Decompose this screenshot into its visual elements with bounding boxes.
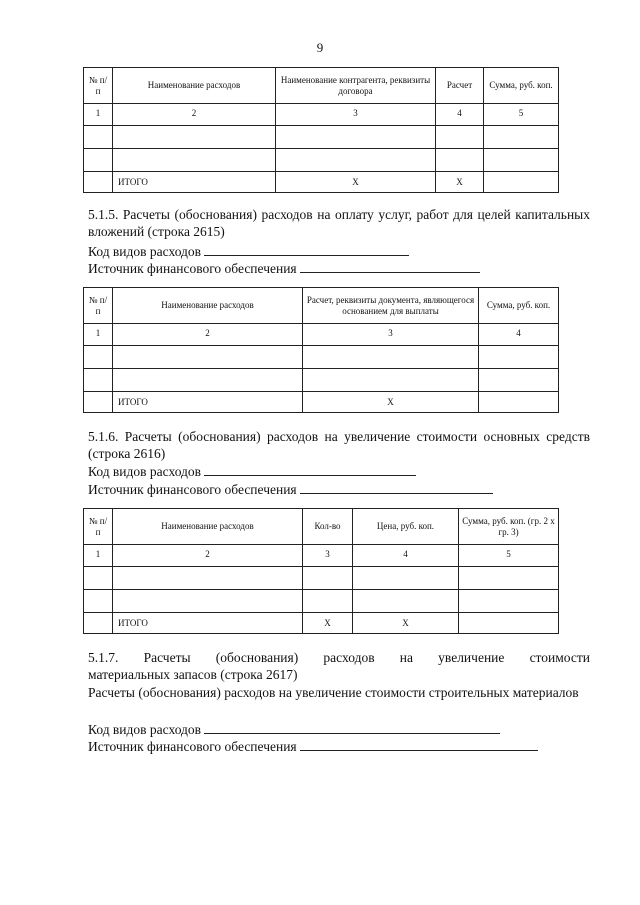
column-number: 5	[459, 545, 559, 567]
header-number: № п/п	[84, 288, 113, 324]
funding-source-label: Источник финансового обеспечения	[88, 739, 297, 754]
table-cell[interactable]	[484, 149, 559, 172]
column-number: 1	[84, 545, 113, 567]
table-cell[interactable]	[84, 346, 113, 369]
section-5-1-7-subheading: Расчеты (обоснования) расходов на увеличение стоимости строительных материалов	[88, 685, 579, 700]
section-5-1-7-heading-continued: материальных запасов (строка 2617)	[88, 667, 298, 682]
header-quantity: Кол-во	[303, 509, 353, 545]
column-number: 4	[479, 324, 559, 346]
table-cell[interactable]	[353, 567, 459, 590]
table-cell	[84, 172, 113, 193]
expenses-table-contract	[83, 67, 559, 193]
table-row	[84, 126, 559, 149]
table-row	[84, 346, 559, 369]
funding-source-label: Источник финансового обеспечения	[88, 261, 297, 276]
x-mark: Х	[353, 613, 459, 634]
funding-source-line	[88, 737, 538, 755]
section-5-1-6-heading: 5.1.6. Расчеты (обоснования) расходов на увеличение стоимости основных средств (строка 2616)	[88, 429, 590, 461]
table-cell[interactable]	[484, 126, 559, 149]
table-cell[interactable]	[303, 590, 353, 613]
x-mark: Х	[276, 172, 436, 193]
column-number: 4	[436, 104, 484, 126]
header-expense-name: Наименование расходов	[113, 509, 303, 545]
header-calculation-document: Расчет, реквизиты документа, являющегося основанием для выплаты	[303, 288, 479, 324]
table-header-row	[84, 288, 559, 324]
funding-source-label: Источник финансового обеспечения	[88, 482, 297, 497]
table-cell[interactable]	[303, 567, 353, 590]
table-cell[interactable]	[459, 590, 559, 613]
expense-code-label: Код видов расходов	[88, 244, 202, 259]
funding-source-field[interactable]	[300, 480, 493, 494]
table-row	[84, 149, 559, 172]
table-row	[84, 369, 559, 392]
table-cell[interactable]	[113, 126, 276, 149]
table-cell[interactable]	[459, 613, 559, 634]
expenses-table-capital-services	[83, 287, 559, 413]
table-header-row	[84, 68, 559, 104]
table-cell[interactable]	[84, 149, 113, 172]
header-sum: Сумма, руб. коп.	[479, 288, 559, 324]
total-row	[84, 172, 559, 193]
column-number-row	[84, 545, 559, 567]
table-cell[interactable]	[479, 392, 559, 413]
header-sum: Сумма, руб. коп.	[484, 68, 559, 104]
expense-code-field[interactable]	[204, 720, 500, 734]
funding-source-field[interactable]	[300, 259, 480, 273]
table-cell[interactable]	[113, 149, 276, 172]
column-number: 4	[353, 545, 459, 567]
section-5-1-7-heading: 5.1.7. Расчеты (обоснования) расходов на увеличение стоимости	[88, 650, 590, 665]
total-row	[84, 613, 559, 634]
table-cell[interactable]	[479, 346, 559, 369]
table-cell[interactable]	[276, 149, 436, 172]
total-row	[84, 392, 559, 413]
table-cell[interactable]	[113, 369, 303, 392]
header-counterparty: Наименование контрагента, реквизиты договора	[276, 68, 436, 104]
table-cell	[84, 613, 113, 634]
total-label: ИТОГО	[113, 392, 303, 413]
table-cell[interactable]	[84, 369, 113, 392]
column-number-row	[84, 324, 559, 346]
column-number: 1	[84, 104, 113, 126]
column-number: 5	[484, 104, 559, 126]
funding-source-field[interactable]	[300, 737, 538, 751]
table-header-row	[84, 509, 559, 545]
table-cell[interactable]	[479, 369, 559, 392]
expense-code-label: Код видов расходов	[88, 722, 202, 737]
expenses-table-fixed-assets	[83, 508, 559, 634]
x-mark: Х	[303, 613, 353, 634]
total-label: ИТОГО	[113, 613, 303, 634]
table-cell[interactable]	[436, 126, 484, 149]
expense-code-field[interactable]	[204, 242, 409, 256]
table-row	[84, 590, 559, 613]
table-cell[interactable]	[303, 369, 479, 392]
x-mark: Х	[303, 392, 479, 413]
header-calculation: Расчет	[436, 68, 484, 104]
table-cell[interactable]	[84, 590, 113, 613]
table-cell[interactable]	[84, 126, 113, 149]
header-expense-name: Наименование расходов	[113, 288, 303, 324]
header-price: Цена, руб. коп.	[353, 509, 459, 545]
section-5-1-5-heading: 5.1.5. Расчеты (обоснования) расходов на оплату услуг, работ для целей капитальных вложений (строка 2615)	[88, 207, 590, 239]
column-number: 1	[84, 324, 113, 346]
expense-code-line	[88, 720, 500, 738]
column-number: 3	[276, 104, 436, 126]
header-number: № п/п	[84, 68, 113, 104]
x-mark: Х	[436, 172, 484, 193]
expense-code-line	[88, 462, 416, 480]
table-cell[interactable]	[113, 346, 303, 369]
table-cell[interactable]	[353, 590, 459, 613]
table-cell[interactable]	[113, 590, 303, 613]
table-cell	[84, 392, 113, 413]
expense-code-field[interactable]	[204, 462, 416, 476]
column-number: 3	[303, 545, 353, 567]
table-cell[interactable]	[484, 172, 559, 193]
table-cell[interactable]	[113, 567, 303, 590]
table-cell[interactable]	[459, 567, 559, 590]
column-number: 2	[113, 324, 303, 346]
column-number: 2	[113, 545, 303, 567]
table-row	[84, 567, 559, 590]
header-number: № п/п	[84, 509, 113, 545]
table-cell[interactable]	[84, 567, 113, 590]
expense-code-line	[88, 242, 409, 260]
column-number: 2	[113, 104, 276, 126]
header-expense-name: Наименование расходов	[113, 68, 276, 104]
total-label: ИТОГО	[113, 172, 276, 193]
table-cell[interactable]	[303, 346, 479, 369]
expense-code-label: Код видов расходов	[88, 464, 202, 479]
column-number-row	[84, 104, 559, 126]
funding-source-line	[88, 259, 480, 277]
table-cell[interactable]	[436, 149, 484, 172]
page-number: 9	[316, 40, 324, 55]
column-number: 3	[303, 324, 479, 346]
table-cell[interactable]	[276, 126, 436, 149]
funding-source-line	[88, 480, 493, 498]
header-sum: Сумма, руб. коп. (гр. 2 х гр. 3)	[459, 509, 559, 545]
